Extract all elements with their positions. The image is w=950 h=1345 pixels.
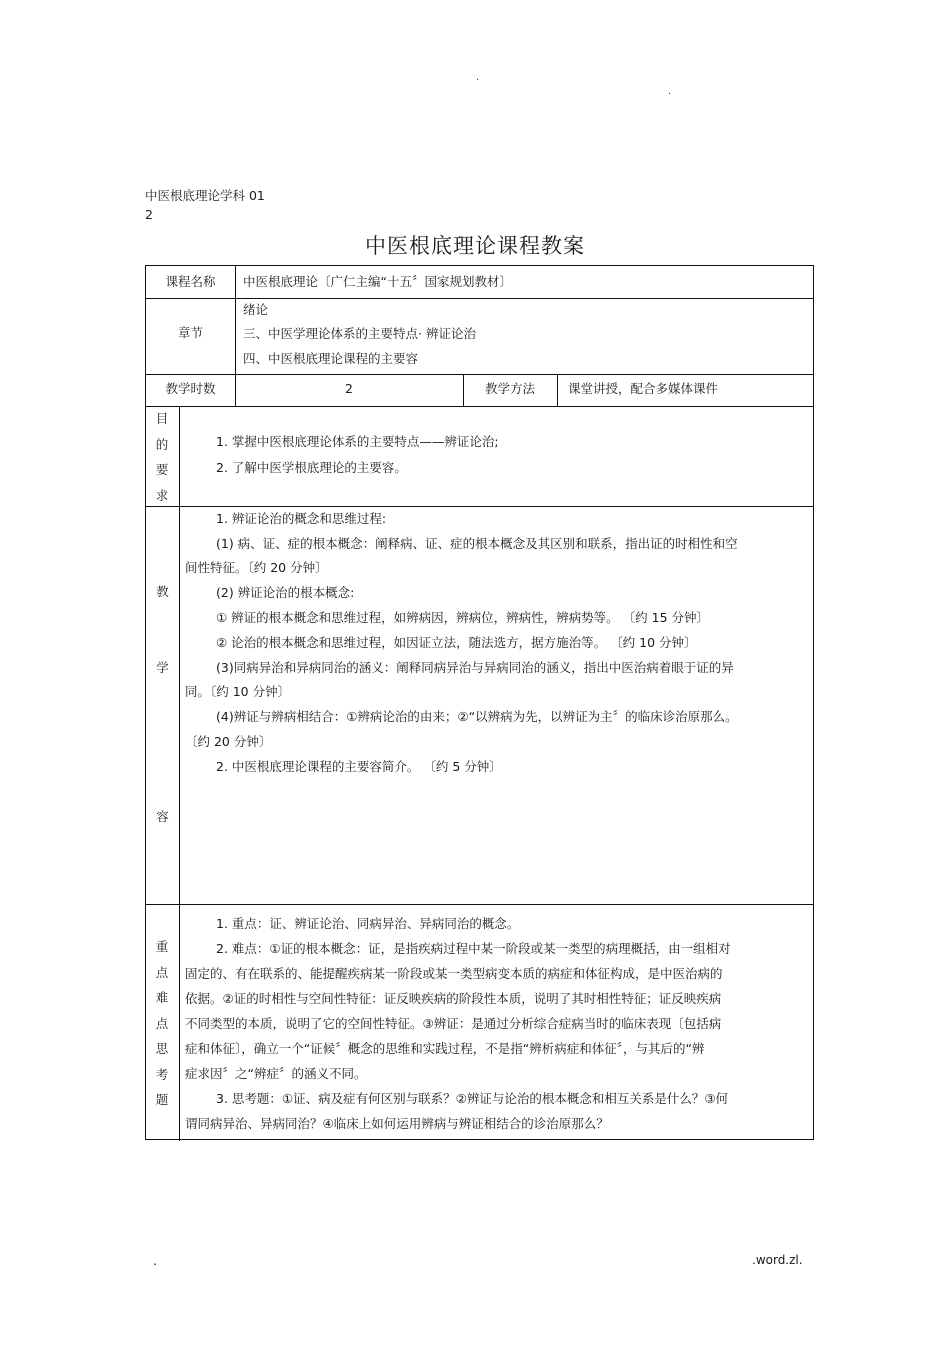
chapter-line: 四、中医根底理论课程的主要容 [243, 351, 419, 366]
label-char: 的 [155, 436, 169, 452]
chapter-label: 章节 [177, 325, 203, 340]
key-points-label [147, 934, 177, 1113]
content-line: ① 辨证的根本概念和思维过程，如辨病因，辨病位，辨病性，辨病势等。 〔约 15 分钟〕 [216, 610, 710, 625]
objectives-label [147, 406, 177, 508]
key-line: 2. 难点：①证的根本概念：证，是指疾病过程中某一阶段或某一类型的病理概括，由一组相对 [216, 941, 731, 956]
subject-line: 中医根底理论学科 01 [145, 188, 265, 203]
content-label-char: 学 [156, 660, 169, 675]
column-divider [179, 406, 180, 1141]
lesson-plan-table [145, 265, 814, 1140]
hours-label: 教学时数 [165, 381, 216, 396]
content-line: 间性特征。〔约 20 分钟〕 [185, 560, 328, 575]
content-line: 2. 中医根底理论课程的主要容简介。 〔约 5 分钟〕 [216, 759, 502, 774]
content-line: 1. 辨证论治的概念和思维过程: [216, 511, 387, 526]
label-char: 难 [155, 990, 169, 1005]
top-mark: . [668, 86, 672, 97]
key-line: 固定的、有在联系的、能提醒疾病某一阶段或某一类型病变本质的病症和体征构成，是中医治病的 [185, 966, 723, 981]
label-char: 求 [155, 487, 169, 503]
method-value: 课堂讲授，配合多媒体课件 [568, 381, 719, 396]
page-title: 中医根底理论课程教案 [365, 234, 585, 258]
key-line: 症和体征〕，确立一个“证候〞概念的思维和实践过程，不是指“辨析病症和体征〞，与其后的“辨 [185, 1041, 705, 1056]
content-line: ② 论治的根本概念和思维过程，如因证立法，随法选方，据方施治等。 〔约 10 分钟〕 [216, 635, 697, 650]
method-label: 教学方法 [484, 381, 535, 396]
chapter-line: 绪论 [243, 302, 269, 317]
label-char: 目 [155, 411, 169, 426]
objective-item: 1. 掌握中医根底理论体系的主要特点——辨证论治; [216, 434, 499, 449]
label-char: 重 [155, 939, 169, 954]
key-line: 1. 重点：证、辨证论治、同病异治、异病同治的概念。 [216, 916, 520, 931]
key-line: 3. 思考题：①证、病及症有何区别与联系？②辨证与论治的根本概念和相互关系是什么？③何 [216, 1091, 729, 1106]
label-char: 点 [155, 1015, 169, 1031]
label-char: 考 [155, 1066, 169, 1082]
content-line: (4)辨证与辨病相结合：①辨病论治的由来；②“以辨病为先，以辨证为主〞的临床诊治原那么。 [216, 709, 738, 724]
label-char: 思 [155, 1041, 169, 1056]
subject-line-continued: 2 [145, 207, 153, 222]
footer-mark: . [153, 1253, 157, 1268]
content-label-char: 容 [156, 809, 169, 824]
content-line: (1) 病、证、症的根本概念：阐释病、证、症的根本概念及其区别和联系，指出证的时相性和空 [216, 536, 738, 551]
course-name-label: 课程名称 [165, 274, 216, 289]
chapter-line: 三、中医学理论体系的主要特点· 辨证论治 [243, 326, 476, 341]
row-divider [146, 406, 813, 407]
objective-item: 2. 了解中医学根底理论的主要容。 [216, 460, 407, 475]
content-line: 同。〔约 10 分钟〕 [185, 684, 291, 699]
top-mark: . [476, 72, 480, 83]
content-line: 〔约 20 分钟〕 [185, 734, 272, 749]
content-line: (3)同病异治和异病同治的涵义：阐释同病异治与异病同治的涵义，指出中医治病着眼于证的异 [216, 660, 734, 675]
key-line: 症求因〞之“辨症〞的涵义不同。 [185, 1066, 367, 1081]
label-char: 要 [155, 462, 169, 477]
content-line: (2) 辨证论治的根本概念: [216, 585, 355, 600]
key-line: 不同类型的本质，说明了它的空间性特征。③辨证：是通过分析综合症病当时的临床表现〔包括病 [185, 1016, 722, 1031]
footer-watermark: .word.zl. [752, 1253, 803, 1267]
row-divider [146, 374, 813, 375]
course-name-value: 中医根底理论〔广仁主编“十五〞国家规划教材〕 [243, 274, 512, 289]
key-line: 谓同病异治、异病同治？④临床上如何运用辨病与辨证相结合的诊治原那么？ [185, 1116, 609, 1131]
key-line: 依据。②证的时相性与空间性特征：证反映疾病的阶段性本质，说明了其时相性特征；证反映疾病 [185, 991, 722, 1006]
row-divider [146, 904, 813, 905]
label-char: 点 [155, 964, 169, 980]
column-divider [557, 374, 558, 406]
label-char: 题 [155, 1092, 169, 1107]
content-label-char: 教 [156, 584, 169, 599]
hours-value: 2 [345, 381, 353, 396]
